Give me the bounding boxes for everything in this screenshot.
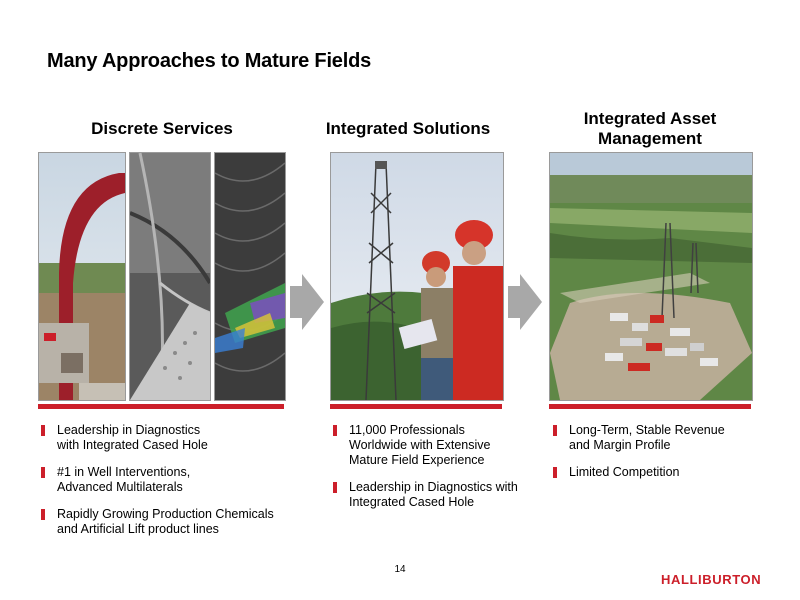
list-item: Long-Term, Stable Revenue and Margin Profile [552,423,772,453]
heading-integrated-asset-management [550,109,750,149]
bullet-list-integrated-solutions [332,423,532,522]
photo-wellsite-arch [38,152,126,401]
list-item: Leadership in Diagnostics with Integrated Cased Hole [40,423,290,453]
bullet-marker [41,467,45,478]
list-item: 11,000 Professionals Worldwide with Extensive Mature Field Experience [332,423,532,468]
bullet-marker [553,425,557,436]
slide-title: Many Approaches to Mature Fields [47,50,372,72]
photo-rock-diagnostics [214,152,286,401]
heading-integrated-solutions: Integrated Solutions [325,119,491,138]
bullet-marker [333,482,337,493]
page-number: 14 [394,564,406,575]
arrow-right-icon [508,274,542,330]
heading-line-2: Management [598,129,702,148]
photo-workers-rig [330,152,504,401]
list-item: #1 in Well Interventions, Advanced Multilaterals [40,465,290,495]
bullet-marker [41,425,45,436]
bullet-marker [553,467,557,478]
list-item: Limited Competition [552,465,772,480]
divider-line [38,404,284,409]
list-item: Leadership in Diagnostics with Integrated Cased Hole [332,480,532,510]
divider-line [330,404,502,409]
bullet-list-integrated-asset-management [552,423,772,492]
arrow-right-icon [290,274,324,330]
photo-cable-tubing [129,152,211,401]
bullet-marker [333,425,337,436]
bullet-list-discrete-services [40,423,290,549]
heading-line-1: Integrated Asset [583,109,717,128]
bullet-marker [41,509,45,520]
photo-aerial-field [549,152,753,401]
divider-line [549,404,751,409]
heading-discrete-services: Discrete Services [91,119,233,138]
list-item: Rapidly Growing Production Chemicals and Artificial Lift product lines [40,507,290,537]
company-logo: HALLIBURTON [661,572,762,587]
